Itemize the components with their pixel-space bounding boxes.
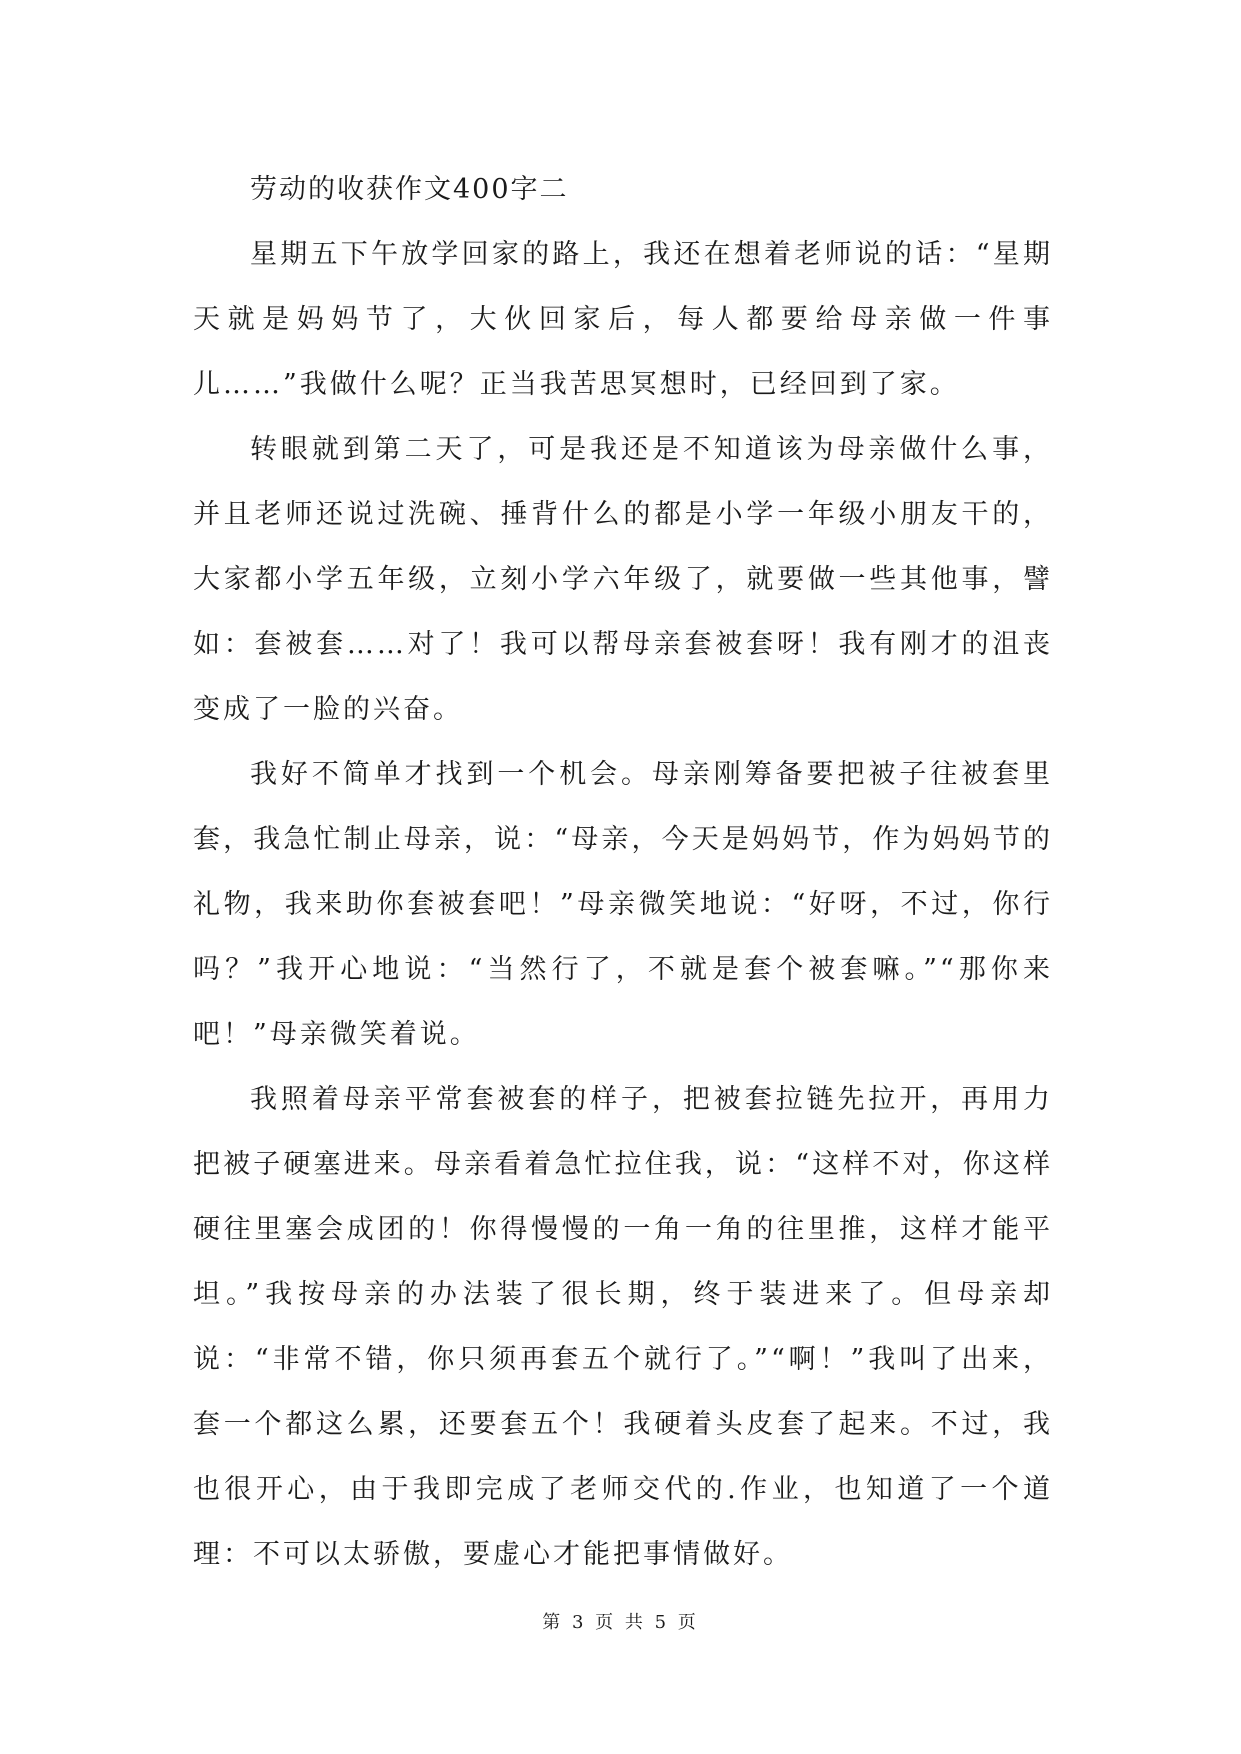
document-body [193, 158, 1053, 1587]
essay-title: 劳动的收获作文400字二 [250, 174, 569, 205]
paragraph-1: 星期五下午放学回家的路上，我还在想着老师说的话：“星期天就是妈妈节了，大伙回家后，每人都要给母亲做一件事儿……”我做什么呢？正当我苦思冥想时，已经回到了家。 [193, 239, 1053, 400]
page-number-footer: 第 3 页 共 5 页 [542, 1612, 699, 1633]
paragraph-4: 我照着母亲平常套被套的样子，把被套拉链先拉开，再用力把被子硬塞进来。母亲看着急忙拉住我，说：“这样不对，你这样硬往里塞会成团的！你得慢慢的一角一角的往里推，这样才能平坦。”我按母亲的办法装了很长期，终于装进来了。但母亲却说：“非常不错，你只须再套五个就行了。”“啊！”我叫了出来，套一个都这么累，还要套五个！我硬着头皮套了起来。不过，我也很开心，由于我即完成了老师交代的.作业，也知道了一个道理：不可以太骄傲，要虚心才能把事情做好。 [193, 1084, 1053, 1570]
paragraph-2: 转眼就到第二天了，可是我还是不知道该为母亲做什么事，并且老师还说过洗碗、捶背什么的都是小学一年级小朋友干的，大家都小学五年级，立刻小学六年级了，就要做一些其他事，譬如：套被套……对了！我可以帮母亲套被套呀！我有刚才的沮丧变成了一脸的兴奋。 [193, 434, 1053, 725]
paragraph-3: 我好不简单才找到一个机会。母亲刚筹备要把被子往被套里套，我急忙制止母亲，说：“母亲，今天是妈妈节，作为妈妈节的礼物，我来助你套被套吧！”母亲微笑地说：“好呀，不过，你行吗？”我开心地说：“当然行了，不就是套个被套嘛。”“那你来吧！”母亲微笑着说。 [193, 759, 1053, 1050]
